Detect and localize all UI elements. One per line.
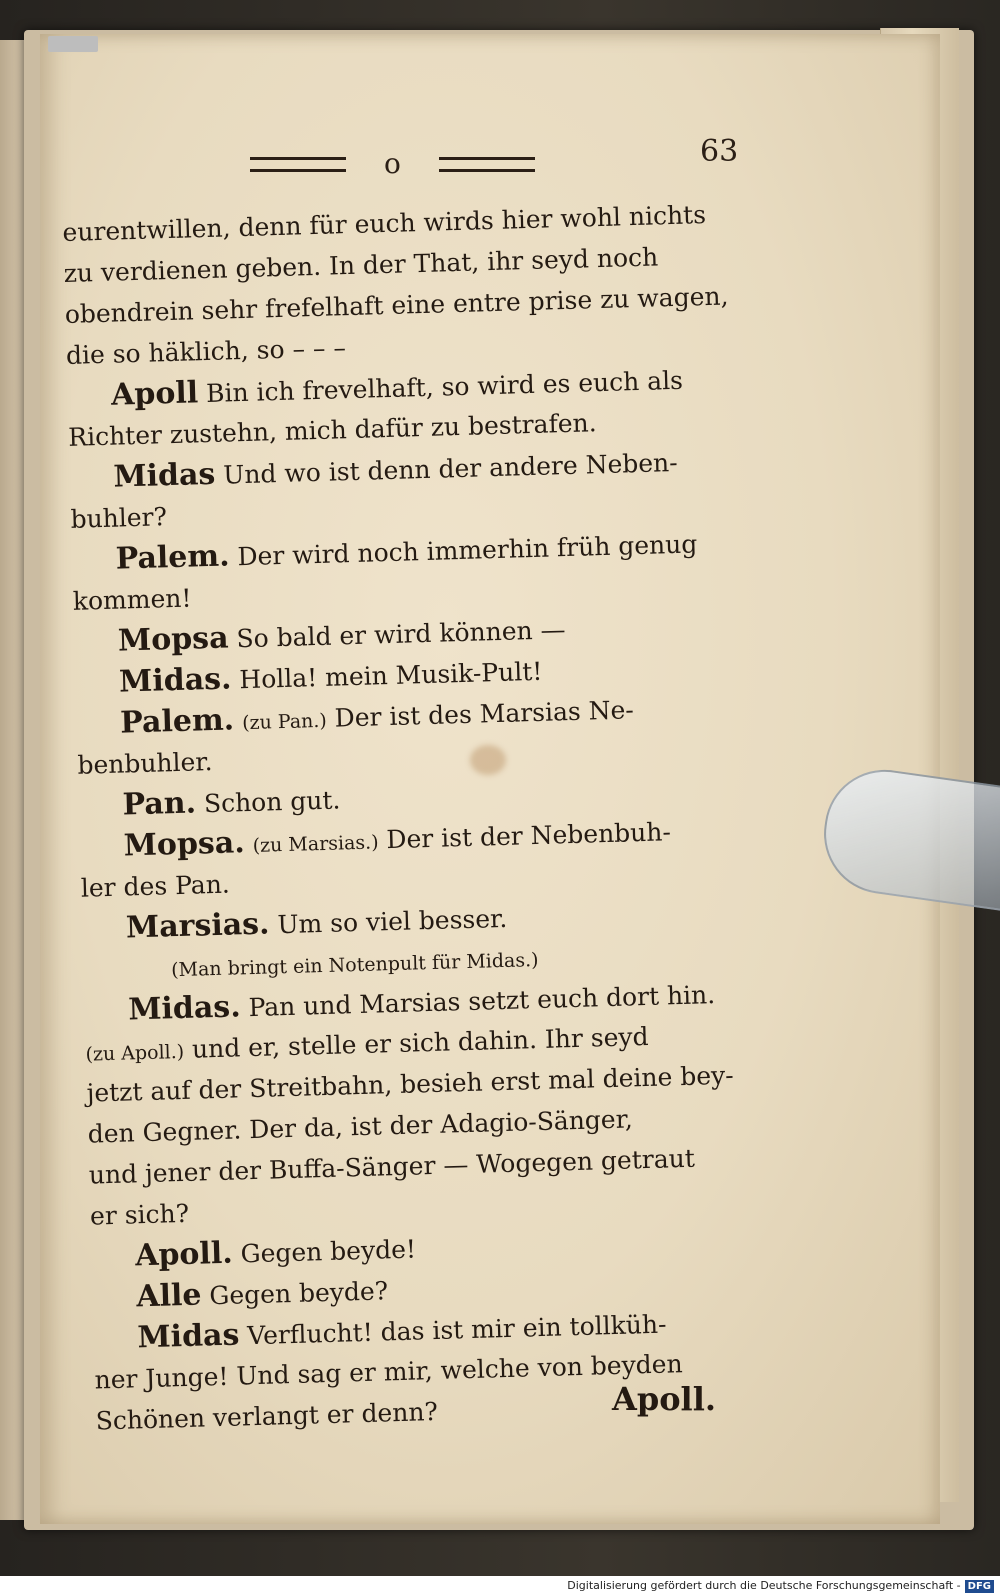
line-text: eurentwillen, denn für euch wirds hier wohl nichts [62,200,707,247]
footer-text: Digitalisierung gefördert durch die Deutsche Forschungsgemeinschaft - [567,1579,961,1592]
line-text: Schon gut. [203,785,341,819]
line-text: So bald er wird können — [236,615,566,654]
speaker-name: Palem. [119,702,235,741]
line-text: Pan und Marsias setzt euch dort hin. [248,980,716,1023]
line-text: Und wo ist denn der andere Neben- [222,447,679,490]
speaker-name: Pan. [122,785,197,823]
footer-bar [0,1576,1000,1595]
line-text: die so häklich, so – – – [65,333,347,370]
line-text: jetzt auf der Streitbahn, besieh erst mal deine bey- [86,1060,734,1108]
ornament-glyph: o [384,147,401,180]
line-text: Gegen beyde? [209,1276,389,1311]
speaker-name: Marsias. [125,906,270,946]
line-text: Verflucht! das ist mir ein tollküh- [246,1309,667,1351]
speaker-name: Mopsa. [123,825,246,864]
line-text: den Gegner. Der da, ist der Adagio-Sänger, [87,1104,634,1149]
line-text: Der ist des Marsias Ne- [334,695,635,733]
speaker-name: Alle [135,1277,202,1315]
line-text: und er, stelle er sich dahin. Ihr seyd [191,1021,649,1064]
line-text: er sich? [89,1198,190,1231]
line-text: obendrein sehr frefelhaft eine entre prise zu wagen, [64,281,729,329]
line-text: Holla! mein Musik-Pult! [239,656,543,695]
header-rule-right [439,157,535,172]
header-rule-left [250,157,346,172]
speaker-name: Mopsa [117,620,229,659]
line-text: Um so viel besser. [277,903,508,940]
line-text: kommen! [72,583,192,616]
line-text: Der wird noch immerhin früh genug [237,529,698,572]
stage-aside: (zu Apoll.) [85,1040,185,1066]
line-text: Der ist der Nebenbuh- [386,817,672,855]
speaker-name: Palem. [115,538,231,577]
speaker-name: Midas. [118,661,232,700]
dfg-logo: DFG [965,1580,994,1593]
header-ornament [250,147,535,180]
line-text: Schönen verlangt er denn? [95,1396,439,1436]
line-text: Richter zustehn, mich dafür zu bestrafen. [67,408,597,452]
speaker-name: Apoll [110,375,199,413]
line-text: und jener der Buffa-Sänger — Wogegen getraut [88,1143,696,1190]
line-text: ner Junge! Und sag er mir, welche von beyden [94,1349,683,1395]
binding-tab [48,36,98,52]
speaker-name: Apoll. [134,1235,234,1274]
catchword: Apoll. [612,1380,716,1418]
line-text: Gegen beyde! [240,1234,417,1269]
stage-direction: (Man bringt ein Notenpult für Midas.) [170,948,539,982]
page-number: 63 [700,134,739,169]
line-text: zu verdienen geben. In der That, ihr seyd noch [63,242,659,288]
speaker-name: Midas. [127,989,242,1028]
stage-aside: (zu Marsias.) [252,831,379,857]
speaker-name: Midas [136,1317,240,1356]
page-text [62,192,796,1441]
line-text: Bin ich frevelhaft, so wird es euch als [205,365,684,409]
line-text: ler des Pan. [80,869,231,903]
line-text: buhler? [70,502,168,534]
speaker-name: Midas [112,456,216,495]
stage-aside: (zu Pan.) [241,709,328,735]
line-text: benbuhler. [77,747,213,780]
